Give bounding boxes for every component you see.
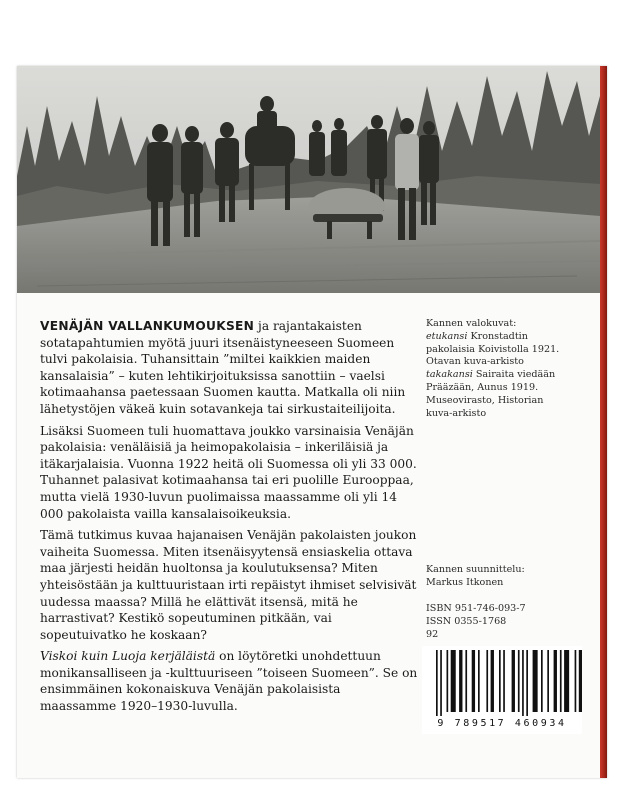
barcode-bar <box>512 650 515 712</box>
blurb-paragraph-2: Lisäksi Suomeen tuli huomattava joukko varsinaisia Venäjän pakolaisia: venäläisiä ja heimopakolaisia – inkeriläisiä ja itäkarjalaisia. Vuonna 1922 heitä oli Suomessa oli yli 33 000. Tuhannet palasivat kotimaahansa tai eri puolille Eurooppaa, mutta vielä 1930-luvun puolimaissa maassamme oli yli 14 000 pakolaista vailla kansalaisoikeuksia. <box>40 423 417 521</box>
series-number: 92 <box>426 628 439 640</box>
barcode-bar <box>554 650 557 712</box>
designer-name: Markus Itkonen <box>426 576 504 588</box>
cover-photograph <box>17 66 600 293</box>
barcode-digits: 9 789517 460934 <box>437 718 567 729</box>
barcode-bar <box>478 650 480 712</box>
isbn-number: ISBN 951-746-093-7 <box>426 603 526 614</box>
barcode-bar <box>491 650 494 712</box>
barcode-bar <box>526 650 528 716</box>
barcode-bar <box>459 650 462 712</box>
barcode-bar <box>499 650 501 712</box>
barcode-bar <box>560 650 562 712</box>
blurb-lead-words: VENÄJÄN VALLANKUMOUKSEN <box>40 319 255 333</box>
barcode-bar <box>440 650 442 716</box>
credits-line-3: pakolaisia Koivistolla 1921. <box>426 343 560 355</box>
credits-front <box>426 331 594 344</box>
credits-front-text: Kronstadtin <box>467 330 528 342</box>
photo-credits <box>426 318 594 420</box>
barcode-bar <box>486 650 488 712</box>
barcode-bar <box>436 650 438 716</box>
barcode-bar <box>503 650 505 712</box>
publication-identifiers <box>426 603 594 641</box>
barcode <box>422 646 582 734</box>
barcode-bar <box>447 650 449 712</box>
barcode-bar <box>451 650 456 712</box>
design-heading: Kannen suunnittelu: <box>426 564 525 575</box>
credits-line-4: Otavan kuva-arkisto <box>426 356 524 368</box>
barcode-bar <box>518 650 520 712</box>
credits-line-8: kuva-arkisto <box>426 407 487 419</box>
barcode-bar <box>522 650 524 716</box>
book-title-italic: Viskoi kuin Luoja kerjäläistä <box>40 649 216 664</box>
barcode-bar <box>575 650 577 712</box>
blurb-paragraph-1-text: ja rajantakaisten sotatapahtumien myötä juuri itsenäistyneeseen Suomeen tulvi pakolaisia. Tuhansittain ”miltei kaikkien maiden kansalaisia” – kuten lehtikirjoituksissa sanottiin – vaelsi kotimaahansa paetessaan Suomen kautta. Matkalla oli niin lähetystöjen väkeä kuin sotavankeja tai sirkustaiteilijoita. <box>40 319 406 416</box>
blurb-paragraph-3: Tämä tutkimus kuvaa hajanaisen Venäjän pakolaisten joukon vaiheita Suomessa. Miten itsenäisyytensä ensiaskelia ottava maa järjesti heidän huoltonsa ja koulutuksensa? Miten yhteisöstään ja kulttuuristaan irti repäistyt ihmiset selvisivät uudessa maassa? Millä he elättivät itsensä, mitä he harrastivat? Kestikö sopeutuminen pitkään, vai sopeutuivatko he koskaan? <box>40 528 417 642</box>
barcode-bar <box>547 650 549 712</box>
barcode-bar <box>472 650 475 712</box>
blurb-paragraph-1 <box>40 318 420 418</box>
spine-edge <box>600 66 607 778</box>
credits-back-label: takakansi <box>426 369 473 381</box>
blurb-paragraph-4-text: on löytöretki unohdettuun monikansalliseen ja -kulttuuriseen ”toiseen Suomeen”. Se on ensimmäinen kokonaiskuva Venäjän pakolaisista maassamme 1920–1930-luvulla. <box>40 649 418 714</box>
cover-design-credit <box>426 564 594 590</box>
back-cover <box>17 66 607 778</box>
credits-front-label: etukansi <box>426 330 468 342</box>
issn-number: ISSN 0355-1768 <box>426 615 507 627</box>
barcode-bar <box>579 650 582 712</box>
barcode-bar <box>465 650 467 712</box>
credits-back <box>426 369 594 382</box>
credits-heading: Kannen valokuvat: <box>426 318 517 329</box>
barcode-bar <box>564 650 569 712</box>
credits-back-text: Sairaita viedään <box>472 369 556 381</box>
barcode-bars <box>422 646 582 718</box>
blurb-text <box>40 318 420 720</box>
refugees-photo-illustration <box>17 66 600 293</box>
barcode-bar <box>533 650 538 712</box>
credits-line-6: Prääzään, Aunus 1919. <box>426 381 539 393</box>
barcode-bar <box>541 650 543 712</box>
blurb-paragraph-4 <box>40 648 420 714</box>
credits-line-7: Museovirasto, Historian <box>426 394 544 406</box>
